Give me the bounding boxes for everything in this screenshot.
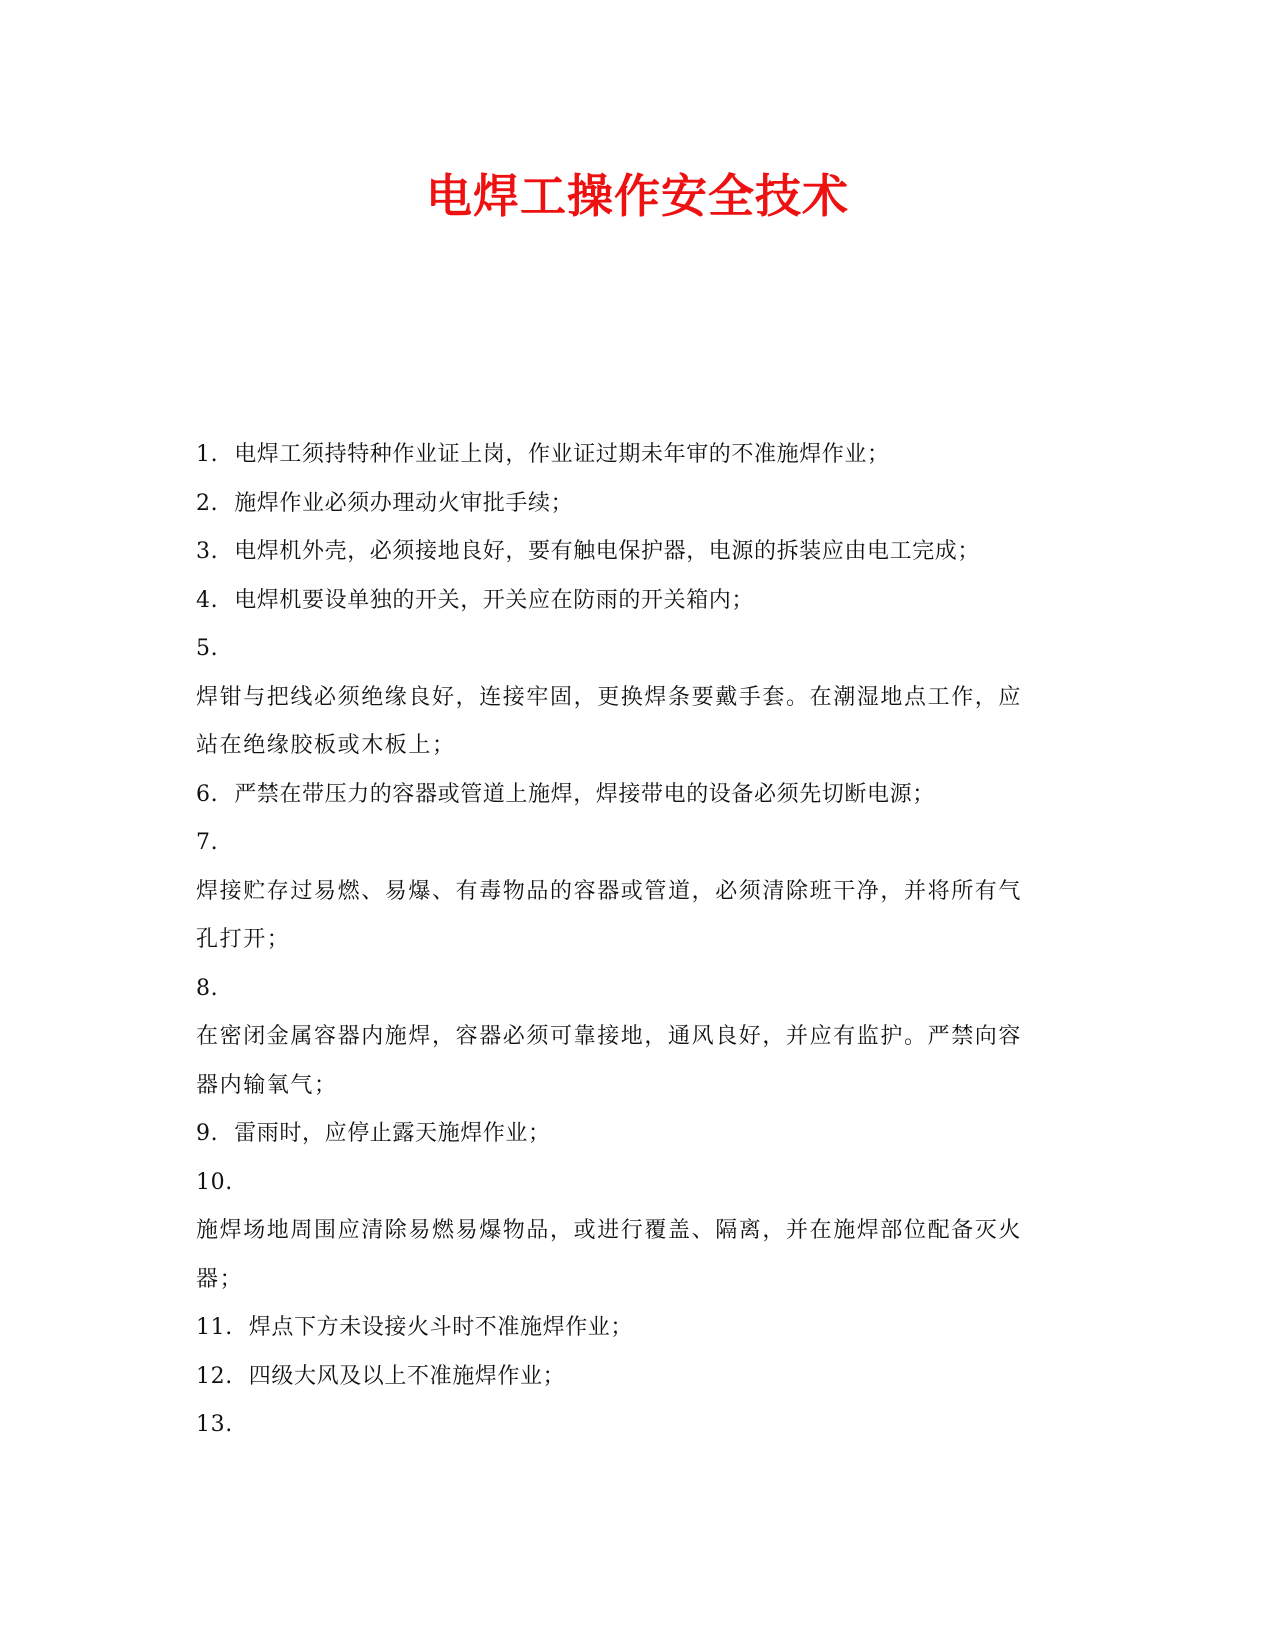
- list-item: [196, 1353, 1076, 1402]
- list-item-continuation: [196, 1013, 1076, 1062]
- item-text: 电焊机外壳，必须接地良好，要有触电保护器，电源的拆装应由电工完成；: [234, 539, 981, 564]
- list-item-continuation: [196, 674, 1076, 723]
- list-item: [196, 431, 1076, 480]
- list-item-continuation: [196, 1256, 1076, 1305]
- item-number: 11.: [196, 1315, 233, 1340]
- item-number: 3.: [196, 539, 219, 564]
- item-text: 严禁在带压力的容器或管道上施焊，焊接带电的设备必须先切断电源；: [234, 781, 935, 807]
- item-text: 焊点下方未设接火斗时不准施焊作业；: [248, 1315, 633, 1340]
- item-text: 站在绝缘胶板或木板上；: [196, 733, 456, 758]
- item-text: 电焊机要设单独的开关，开关应在防雨的开关箱内；: [234, 587, 755, 613]
- item-number: 6.: [196, 781, 219, 807]
- item-number: 4.: [196, 587, 219, 613]
- document-title: 电焊工操作安全技术: [426, 169, 849, 223]
- list-item: [196, 480, 1076, 529]
- item-text: 在密闭金属容器内施焊，容器必须可靠接地，通风良好，并应有监护。严禁向容: [196, 1024, 1023, 1049]
- item-number: 1.: [196, 442, 219, 467]
- item-text: 器内输氧气；: [196, 1072, 338, 1098]
- list-item: [196, 819, 1076, 868]
- list-item-continuation: [196, 916, 1076, 965]
- list-item-continuation: [196, 722, 1076, 771]
- list-item: [196, 1401, 1076, 1450]
- list-item: [196, 577, 1076, 626]
- list-item: [196, 1304, 1076, 1353]
- list-item-continuation: [196, 1062, 1076, 1111]
- list-item: [196, 1159, 1076, 1208]
- list-item-continuation: [196, 1207, 1076, 1256]
- list-item: [196, 965, 1076, 1014]
- item-text: 器；: [196, 1266, 244, 1292]
- item-number: 9.: [196, 1121, 219, 1146]
- item-text: 焊钳与把线必须绝缘良好，连接牢固，更换焊条要戴手套。在潮湿地点工作，应: [196, 684, 1023, 710]
- list-item: [196, 528, 1076, 577]
- list-item: [196, 771, 1076, 820]
- item-number: 7.: [196, 830, 219, 855]
- list-item: [196, 625, 1076, 674]
- item-text: 焊接贮存过易燃、易爆、有毒物品的容器或管道，必须清除班干净，并将所有气: [196, 878, 1023, 904]
- item-number: 10.: [196, 1169, 233, 1195]
- item-text: 孔打开；: [196, 927, 291, 952]
- item-number: 13.: [196, 1412, 233, 1437]
- item-text: 四级大风及以上不准施焊作业；: [248, 1363, 566, 1389]
- item-text: 雷雨时，应停止露天施焊作业；: [234, 1121, 551, 1146]
- list-item: [196, 1110, 1076, 1159]
- item-number: 12.: [196, 1363, 233, 1389]
- document-body: [196, 431, 1076, 1450]
- item-text: 施焊场地周围应清除易燃易爆物品，或进行覆盖、隔离，并在施焊部位配备灭火: [196, 1218, 1023, 1243]
- list-item-continuation: [196, 868, 1076, 917]
- item-number: 8.: [196, 975, 219, 1001]
- item-text: 电焊工须持特种作业证上岗，作业证过期未年审的不准施焊作业；: [234, 442, 890, 467]
- item-number: 2.: [196, 490, 219, 516]
- item-text: 施焊作业必须办理动火审批手续；: [234, 490, 574, 516]
- item-number: 5.: [196, 636, 219, 661]
